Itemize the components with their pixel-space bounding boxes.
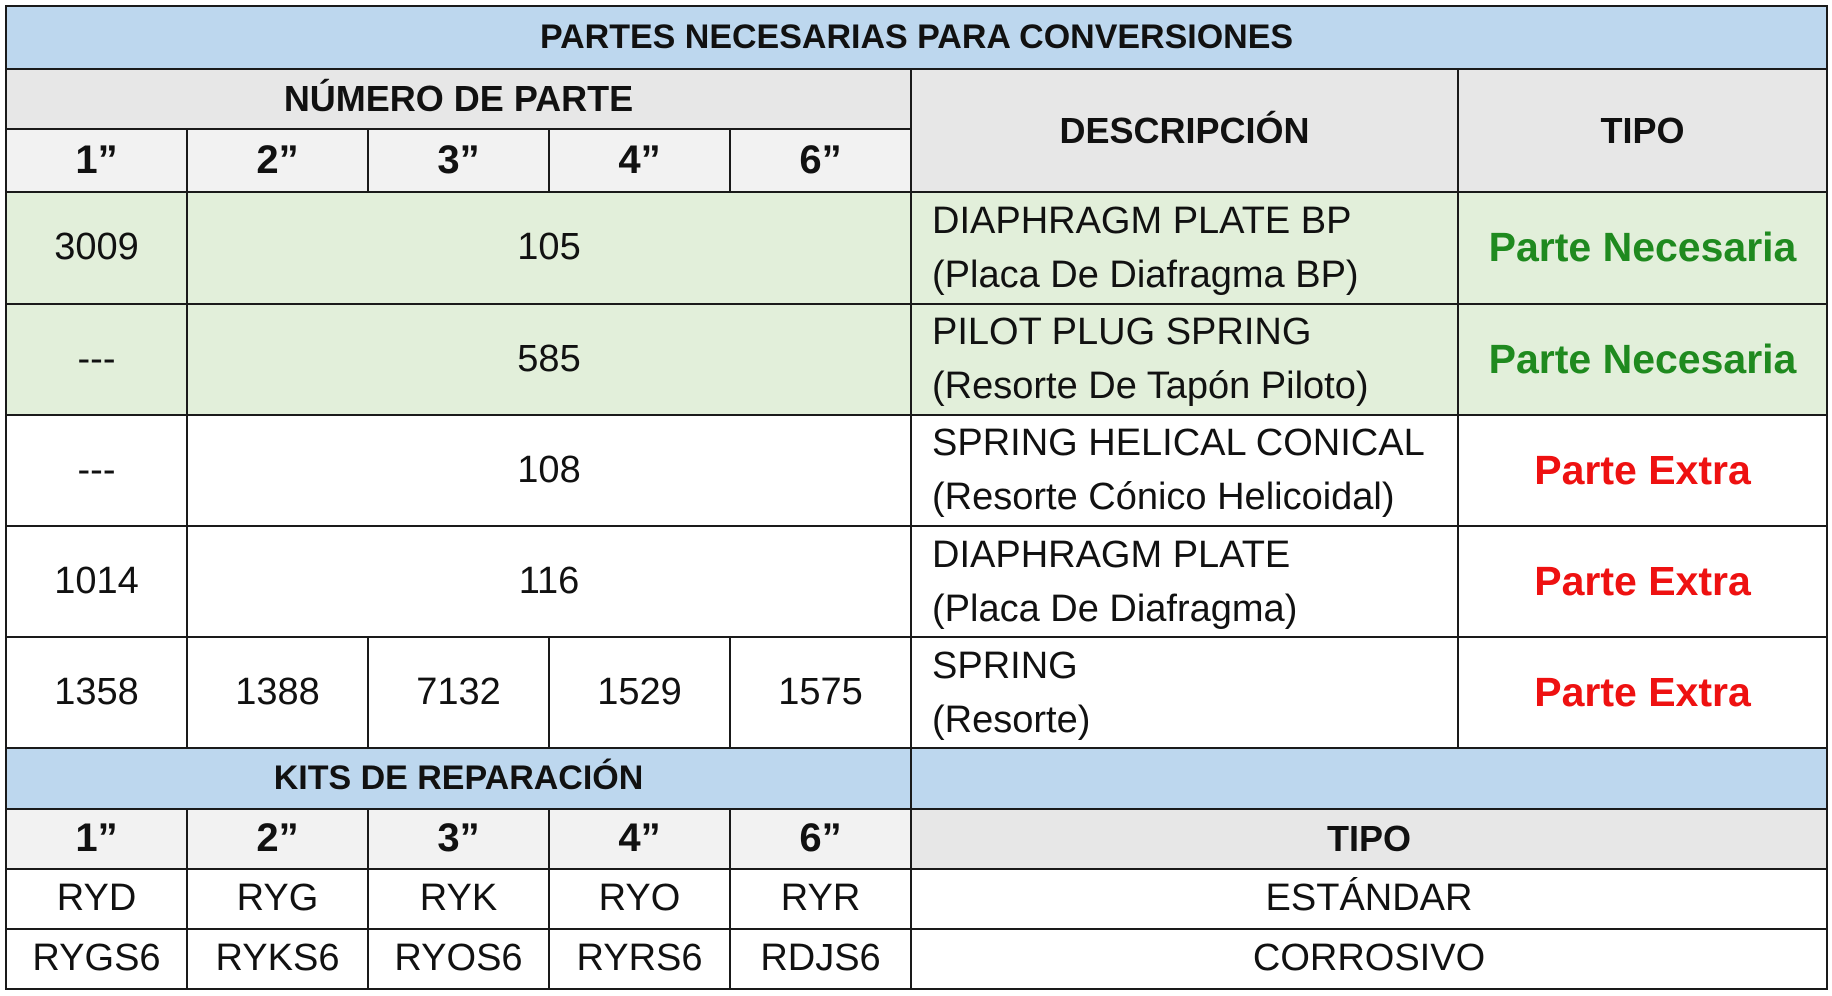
part-cell-1in: 1014 — [6, 526, 187, 637]
table-row — [6, 415, 1827, 526]
kit-cell-4in: RYO — [549, 869, 730, 929]
description-en: SPRING HELICAL CONICAL — [932, 422, 1425, 465]
description-en: PILOT PLUG SPRING — [932, 311, 1312, 354]
description-cell — [911, 192, 1458, 303]
part-cell-shared: 116 — [187, 526, 911, 637]
description-es: (Placa De Diafragma BP) — [932, 253, 1359, 296]
kit-cell-1in: RYGS6 — [6, 929, 187, 989]
part-cell-shared: 105 — [187, 192, 911, 303]
size-header-6: 6” — [730, 129, 911, 192]
part-cell-1in: 3009 — [6, 192, 187, 303]
description-es: (Resorte De Tapón Piloto) — [932, 365, 1369, 408]
description-cell — [911, 526, 1458, 637]
table-row — [6, 304, 1827, 415]
part-cell-2in: 1388 — [187, 637, 368, 748]
description-en: DIAPHRAGM PLATE BP — [932, 199, 1352, 242]
size-header-3: 3” — [368, 129, 549, 192]
kit-cell-6in: RYR — [730, 869, 911, 929]
table-row — [6, 929, 1827, 989]
kit-type-header: TIPO — [911, 809, 1827, 869]
part-cell-shared: 585 — [187, 304, 911, 415]
type-cell: Parte Extra — [1458, 415, 1827, 526]
table-row — [6, 637, 1827, 748]
kit-cell-2in: RYG — [187, 869, 368, 929]
part-cell-4in: 1529 — [549, 637, 730, 748]
kit-type-cell: ESTÁNDAR — [911, 869, 1827, 929]
description-es: (Resorte Cónico Helicoidal) — [932, 476, 1395, 519]
type-header: TIPO — [1458, 69, 1827, 192]
kit-type-cell: CORROSIVO — [911, 929, 1827, 989]
description-cell — [911, 637, 1458, 748]
kit-size-header-4: 4” — [549, 809, 730, 869]
repair-kits-title: KITS DE REPARACIÓN — [6, 748, 911, 808]
part-number-header: NÚMERO DE PARTE — [6, 69, 911, 129]
conversion-parts-table — [5, 5, 1828, 990]
type-cell: Parte Necesaria — [1458, 304, 1827, 415]
kit-size-header-1: 1” — [6, 809, 187, 869]
description-en: DIAPHRAGM PLATE — [932, 533, 1291, 576]
kit-cell-3in: RYK — [368, 869, 549, 929]
description-cell — [911, 304, 1458, 415]
size-header-4: 4” — [549, 129, 730, 192]
type-cell: Parte Necesaria — [1458, 192, 1827, 303]
kit-cell-3in: RYOS6 — [368, 929, 549, 989]
type-cell: Parte Extra — [1458, 526, 1827, 637]
part-cell-6in: 1575 — [730, 637, 911, 748]
kit-cell-1in: RYD — [6, 869, 187, 929]
kit-cell-2in: RYKS6 — [187, 929, 368, 989]
description-es: (Resorte) — [932, 698, 1091, 741]
kit-size-header-6: 6” — [730, 809, 911, 869]
description-cell — [911, 415, 1458, 526]
description-header: DESCRIPCIÓN — [911, 69, 1458, 192]
size-header-1: 1” — [6, 129, 187, 192]
description-es: (Placa De Diafragma) — [932, 587, 1298, 630]
repair-kits-title-blank — [911, 748, 1827, 808]
part-cell-1in: --- — [6, 415, 187, 526]
page-title: PARTES NECESARIAS PARA CONVERSIONES — [6, 6, 1827, 69]
part-cell-1in: 1358 — [6, 637, 187, 748]
kit-size-header-2: 2” — [187, 809, 368, 869]
table-row — [6, 526, 1827, 637]
table-row — [6, 869, 1827, 929]
description-en: SPRING — [932, 644, 1078, 687]
part-cell-3in: 7132 — [368, 637, 549, 748]
kit-size-header-3: 3” — [368, 809, 549, 869]
part-cell-1in: --- — [6, 304, 187, 415]
kit-cell-4in: RYRS6 — [549, 929, 730, 989]
kit-cell-6in: RDJS6 — [730, 929, 911, 989]
part-cell-shared: 108 — [187, 415, 911, 526]
type-cell: Parte Extra — [1458, 637, 1827, 748]
size-header-2: 2” — [187, 129, 368, 192]
table-row — [6, 192, 1827, 303]
